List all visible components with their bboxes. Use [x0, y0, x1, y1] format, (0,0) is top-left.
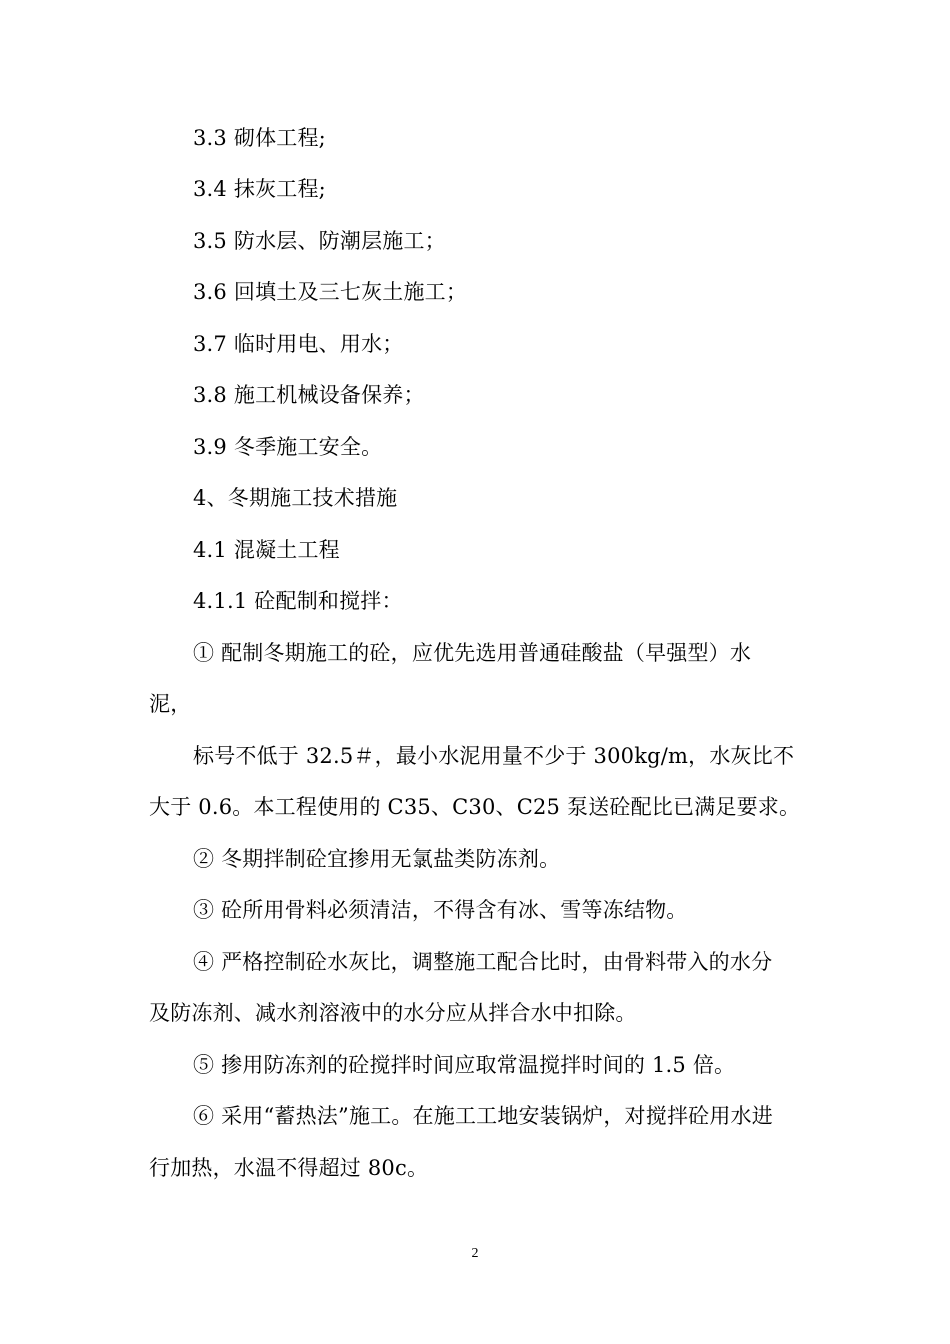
- list-item: ⑥ 采用“蓄热法”施工。在施工工地安装锅炉，对搅拌砼用水进: [193, 1104, 773, 1128]
- text-line: 大于 0.6。本工程使用的 C35、C30、C25 泵送砼配比已满足要求。: [149, 795, 801, 819]
- text-line: 3.7 临时用电、用水；: [193, 332, 404, 356]
- page-number: 2: [471, 1246, 479, 1261]
- text-line: 标号不低于 32.5＃，最小水泥用量不少于 300kg/m，水灰比不: [193, 744, 795, 768]
- list-item: ③ 砼所用骨料必须清洁，不得含有冰、雪等冻结物。: [193, 898, 688, 922]
- list-item: ④ 严格控制砼水灰比，调整施工配合比时，由骨料带入的水分: [193, 950, 773, 974]
- text-line: 及防冻剂、减水剂溶液中的水分应从拌合水中扣除。: [149, 1001, 637, 1025]
- subsection-heading: 4.1 混凝土工程: [193, 538, 340, 562]
- text-line: 泥，: [149, 692, 192, 716]
- text-line: 3.5 防水层、防潮层施工；: [193, 229, 446, 253]
- text-line: 3.9 冬季施工安全。: [193, 435, 383, 459]
- list-item: ① 配制冬期施工的砼，应优先选用普通硅酸盐（早强型）水: [193, 641, 752, 665]
- text-line: 行加热，水温不得超过 80c。: [149, 1156, 429, 1180]
- list-item: ⑤ 掺用防冻剂的砼搅拌时间应取常温搅拌时间的 1.5 倍。: [193, 1053, 736, 1077]
- text-line: 3.3 砌体工程;: [193, 126, 326, 150]
- text-line: 3.8 施工机械设备保养；: [193, 383, 425, 407]
- list-item: ② 冬期拌制砼宜掺用无氯盐类防冻剂。: [193, 847, 561, 871]
- section-heading: 4、冬期施工技术措施: [193, 486, 398, 510]
- text-line: 3.4 抹灰工程;: [193, 177, 326, 201]
- subsection-heading: 4.1.1 砼配制和搅拌：: [193, 589, 403, 613]
- text-line: 3.6 回填土及三七灰土施工；: [193, 280, 468, 304]
